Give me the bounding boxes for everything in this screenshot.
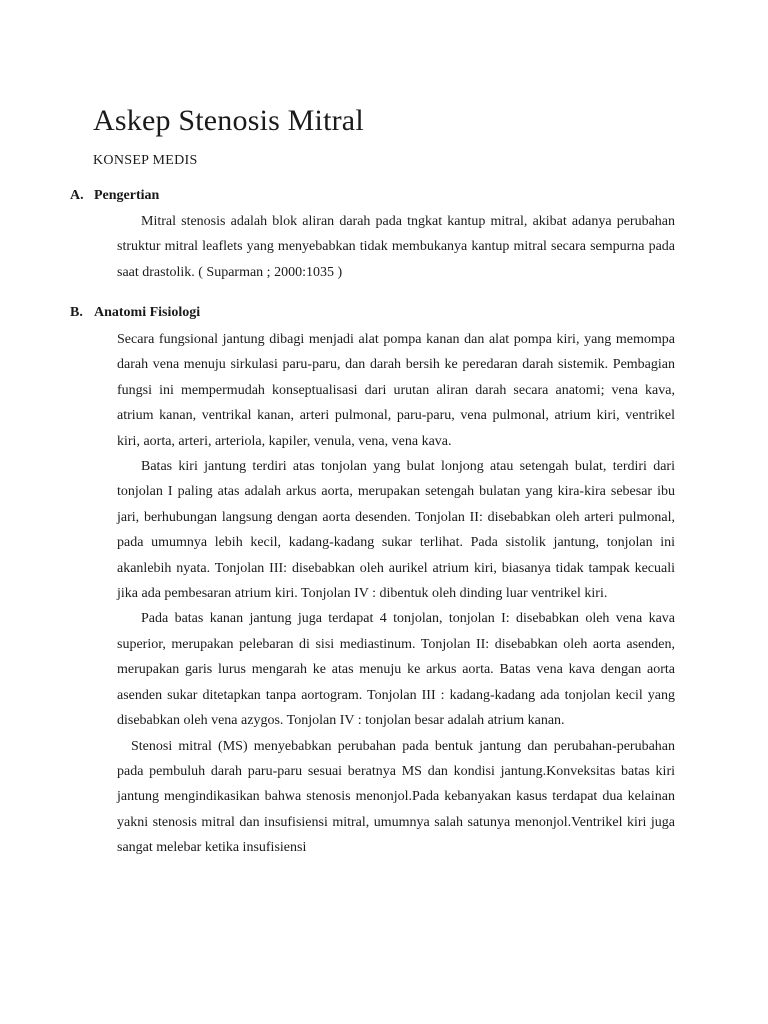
- document-subtitle: KONSEP MEDIS: [93, 153, 198, 168]
- paragraph: Stenosi mitral (MS) menyebabkan perubahan pada bentuk jantung dan perubahan-perubahan pada pembuluh darah paru-paru sesuai beratnya MS dan kondisi jantung.Konveksitas batas kiri jantung mengindikasikan bahwa stenosis menonjol.Pada kebanyakan kasus terdapat dua kelainan yakni stenosis mitral dan insufisiensi mitral, umumnya salah satunya menonjol.Ventrikel kiri juga sangat melebar ketika insufisiensi: [117, 738, 675, 856]
- section-title: Pengertian: [94, 188, 160, 203]
- section-body-anatomi-fisiologi: [117, 327, 675, 861]
- section-letter: A.: [70, 188, 84, 203]
- section-title: Anatomi Fisiologi: [94, 305, 201, 320]
- paragraph: Batas kiri jantung terdiri atas tonjolan yang bulat lonjong atau setengah bulat, terdiri dari tonjolan I paling atas adalah arkus aorta, merupakan setengah bulatan yang kira-kira sebesar ibu jari, berhubungan langsung dengan aorta desenden. Tonjolan II: disebabkan oleh arteri pulmonal, pada umumnya lebih kecil, kadang-kadang sukar terlihat. Pada sistolik jantung, tonjolan ini akanlebih nyata. Tonjolan III: disebabkan oleh aurikel atrium kiri, biasanya tidak tampak kecuali jika ada pembesaran atrium kiri. Tonjolan IV : dibentuk oleh dinding luar ventrikel kiri.: [117, 459, 675, 602]
- paragraph: Secara fungsional jantung dibagi menjadi alat pompa kanan dan alat pompa kiri, yang memompa darah vena menuju sirkulasi paru-paru, dan darah bersih ke peredaran darah sistemik. Pembagian fungsi ini mempermudah konseptualisasi dari urutan aliran darah secara anatomi; vena kava, atrium kanan, ventrikal kanan, arteri pulmonal, paru-paru, vena pulmonal, atrium kiri, ventrikel kiri, aorta, arteri, arteriola, kapiler, venula, vena, vena kava.: [117, 332, 675, 449]
- section-body-pengertian: [117, 209, 675, 285]
- section-heading-pengertian: [70, 188, 159, 204]
- section-letter: B.: [70, 305, 83, 320]
- paragraph: Pada batas kanan jantung juga terdapat 4 tonjolan, tonjolan I: disebabkan oleh vena kava superior, merupakan pelebaran di sisi mediastinum. Tonjolan II: disebabkan oleh aorta asenden, merupakan garis lurus mengarah ke atas menuju ke arkus aorta. Batas vena kava dengan aorta asenden sukar ditetapkan tanpa aortogram. Tonjolan III : kadang-kadang ada tonjolan kecil yang disebabkan oleh vena azygos. Tonjolan IV : tonjolan besar adalah atrium kanan.: [117, 611, 675, 729]
- section-heading-anatomi-fisiologi: [70, 305, 200, 321]
- document-title: Askep Stenosis Mitral: [93, 104, 364, 137]
- paragraph: Mitral stenosis adalah blok aliran darah pada tngkat kantup mitral, akibat adanya perubahan struktur mitral leaflets yang menyebabkan tidak membukanya kantup mitral secara sempurna pada saat drastolik. ( Suparman ; 2000:1035 ): [117, 214, 675, 280]
